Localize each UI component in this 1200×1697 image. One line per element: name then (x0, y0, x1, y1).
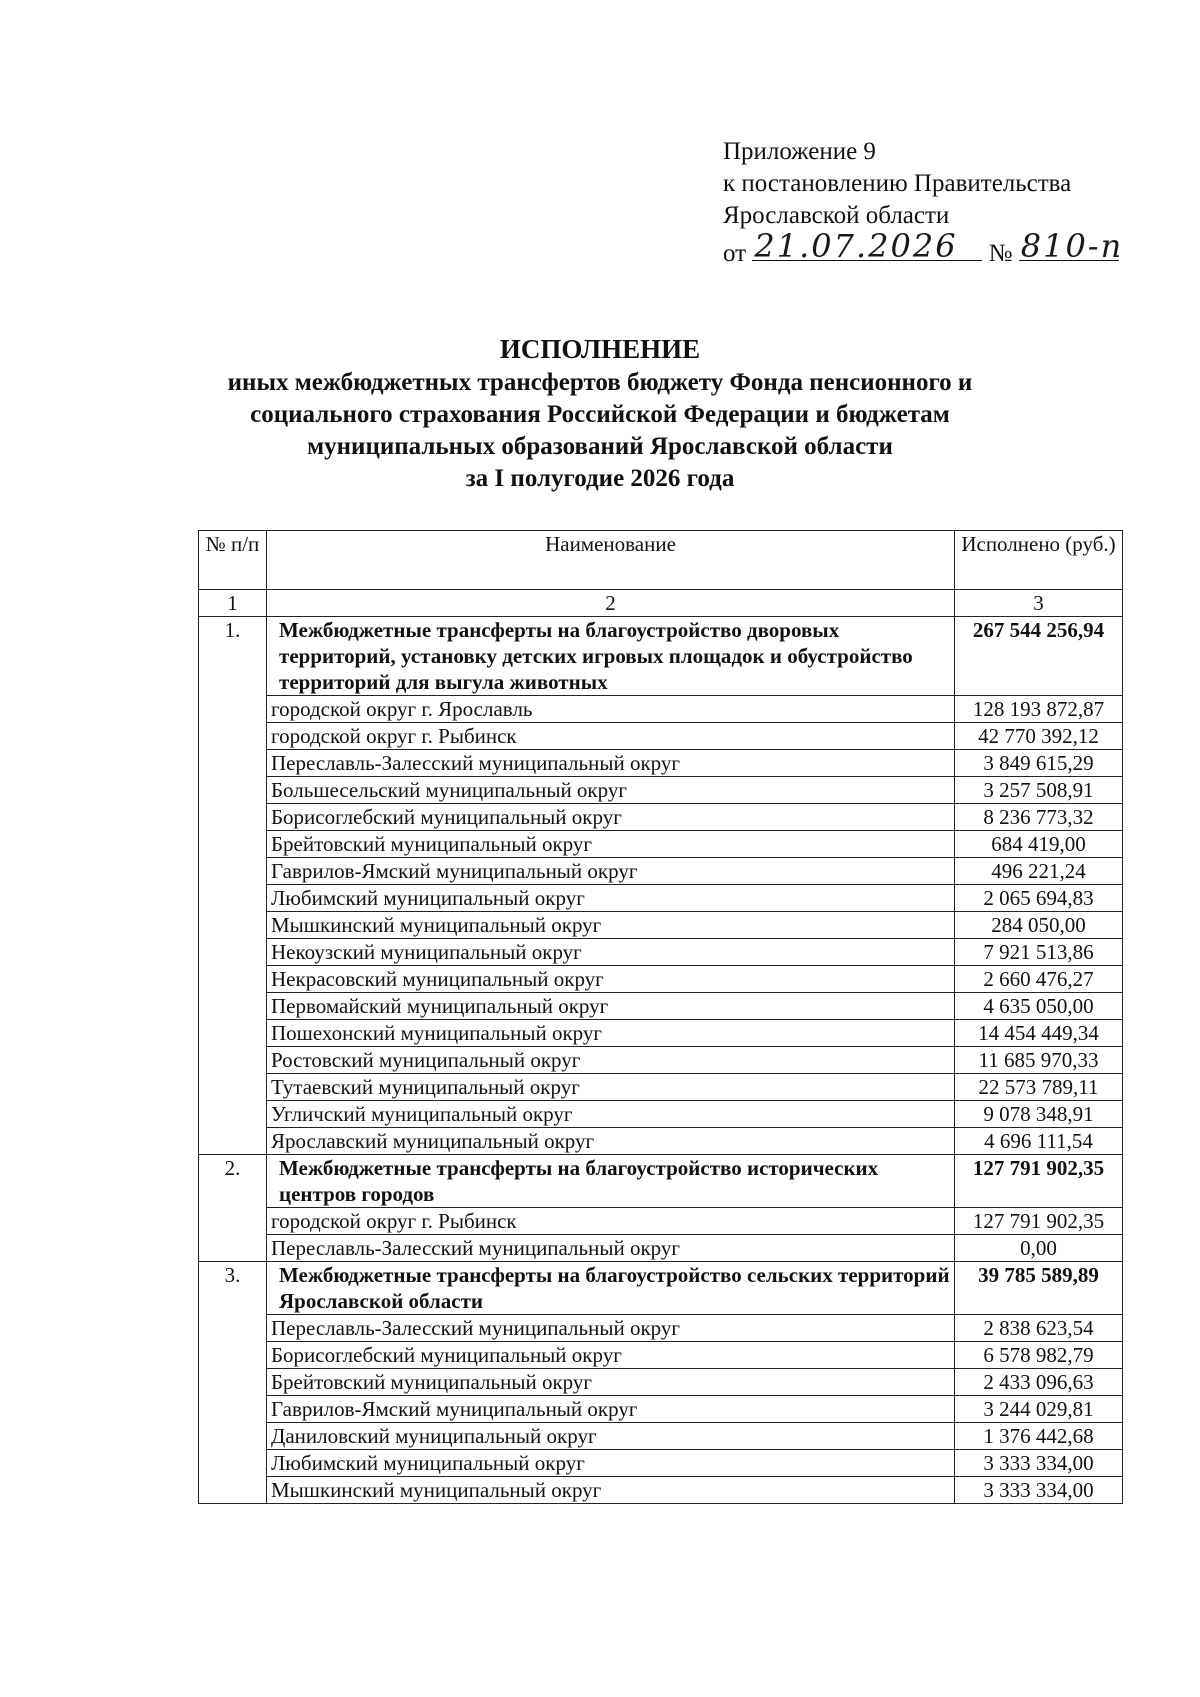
appendix-title: Приложение 9 (723, 138, 876, 165)
municipality-amount: 4 635 050,00 (955, 993, 1123, 1020)
municipality-amount: 4 696 111,54 (955, 1128, 1123, 1155)
municipality-amount: 8 236 773,32 (955, 804, 1123, 831)
municipality-name: Даниловский муниципальный округ (267, 1423, 955, 1450)
table-row (199, 1477, 1123, 1504)
municipality-name: Переславль-Залесский муниципальный округ (267, 1235, 955, 1262)
municipality-name: Ростовский муниципальный округ (267, 1047, 955, 1074)
municipality-amount: 2 660 476,27 (955, 966, 1123, 993)
table-row (199, 1074, 1123, 1101)
table-row (199, 939, 1123, 966)
municipality-amount: 3 333 334,00 (955, 1450, 1123, 1477)
municipality-amount: 22 573 789,11 (955, 1074, 1123, 1101)
table-body (199, 617, 1123, 1504)
municipality-amount: 11 685 970,33 (955, 1047, 1123, 1074)
municipality-amount: 2 838 623,54 (955, 1315, 1123, 1342)
column-header-number: № п/п (199, 531, 267, 590)
table-row (199, 993, 1123, 1020)
table-row (199, 1020, 1123, 1047)
transfers-table (198, 530, 1123, 1504)
municipality-amount: 14 454 449,34 (955, 1020, 1123, 1047)
municipality-amount: 128 193 872,87 (955, 696, 1123, 723)
table-row (199, 966, 1123, 993)
handwritten-number: 810-п (1020, 227, 1124, 265)
table-row (199, 1342, 1123, 1369)
handwritten-date: 21.07.2026 (754, 227, 958, 265)
municipality-name: Брейтовский муниципальный округ (267, 831, 955, 858)
table-row (199, 1047, 1123, 1074)
municipality-name: Некрасовский муниципальный округ (267, 966, 955, 993)
section-number: 2. (199, 1155, 267, 1262)
municipality-name: Любимский муниципальный округ (267, 885, 955, 912)
appendix-date-line (723, 227, 1124, 270)
table-row (199, 777, 1123, 804)
document-title (0, 333, 1200, 495)
table-section-row (199, 1155, 1123, 1208)
table-section-row (199, 617, 1123, 696)
table-row (199, 1369, 1123, 1396)
municipality-name: Некоузский муниципальный округ (267, 939, 955, 966)
municipality-amount: 3 849 615,29 (955, 750, 1123, 777)
column-numbers-row (199, 590, 1123, 617)
table-row (199, 1208, 1123, 1235)
municipality-name: Гаврилов-Ямский муниципальный округ (267, 858, 955, 885)
municipality-name: Большесельский муниципальный округ (267, 777, 955, 804)
column-header-name: Наименование (267, 531, 955, 590)
date-field (752, 227, 982, 265)
table-row (199, 1128, 1123, 1155)
column-number-1: 1 (199, 590, 267, 617)
section-total: 267 544 256,94 (955, 617, 1123, 696)
municipality-name: Тутаевский муниципальный округ (267, 1074, 955, 1101)
municipality-name: Переславль-Залесский муниципальный округ (267, 750, 955, 777)
municipality-name: Борисоглебский муниципальный округ (267, 804, 955, 831)
municipality-name: Пошехонский муниципальный округ (267, 1020, 955, 1047)
column-header-amount: Исполнено (руб.) (955, 531, 1123, 590)
column-number-3: 3 (955, 590, 1123, 617)
table-row (199, 858, 1123, 885)
municipality-amount: 284 050,00 (955, 912, 1123, 939)
table-row (199, 1423, 1123, 1450)
municipality-name: Ярославский муниципальный округ (267, 1128, 955, 1155)
municipality-name: Угличский муниципальный округ (267, 1101, 955, 1128)
table-row (199, 1101, 1123, 1128)
title-main: ИСПОЛНЕНИЕ (499, 334, 701, 364)
table-section-row (199, 1262, 1123, 1315)
table-header-row (199, 531, 1123, 590)
municipality-amount: 2 065 694,83 (955, 885, 1123, 912)
municipality-name: Переславль-Залесский муниципальный округ (267, 1315, 955, 1342)
table-row (199, 750, 1123, 777)
municipality-amount: 3 333 334,00 (955, 1477, 1123, 1504)
number-label: № (988, 240, 1013, 267)
municipality-amount: 7 921 513,86 (955, 939, 1123, 966)
from-label: от (723, 240, 747, 267)
municipality-name: Гаврилов-Ямский муниципальный округ (267, 1396, 955, 1423)
section-name: Межбюджетные трансферты на благоустройство дворовых территорий, установку детских игровых площадок и обустройство территорий для выгула животных (267, 617, 955, 696)
municipality-amount: 3 257 508,91 (955, 777, 1123, 804)
municipality-amount: 2 433 096,63 (955, 1369, 1123, 1396)
title-line-1: иных межбюджетных трансфертов бюджету Фонда пенсионного и (227, 369, 973, 396)
table-row (199, 1396, 1123, 1423)
municipality-amount: 0,00 (955, 1235, 1123, 1262)
column-number-2: 2 (267, 590, 955, 617)
municipality-amount: 42 770 392,12 (955, 723, 1123, 750)
table-row (199, 1235, 1123, 1262)
table-row (199, 804, 1123, 831)
table-row (199, 1315, 1123, 1342)
section-total: 39 785 589,89 (955, 1262, 1123, 1315)
appendix-header (723, 136, 1124, 270)
municipality-name: Мышкинский муниципальный округ (267, 1477, 955, 1504)
table-row (199, 885, 1123, 912)
municipality-amount: 6 578 982,79 (955, 1342, 1123, 1369)
municipality-name: городской округ г. Ярославль (267, 696, 955, 723)
municipality-name: Брейтовский муниципальный округ (267, 1369, 955, 1396)
appendix-region: Ярославской области (723, 202, 950, 229)
title-line-2: социального страхования Российской Федерации и бюджетам (250, 401, 950, 428)
municipality-name: Борисоглебский муниципальный округ (267, 1342, 955, 1369)
table-row (199, 696, 1123, 723)
section-name: Межбюджетные трансферты на благоустройство исторических центров городов (267, 1155, 955, 1208)
municipality-amount: 3 244 029,81 (955, 1396, 1123, 1423)
appendix-subtitle: к постановлению Правительства (723, 170, 1072, 197)
municipality-name: Любимский муниципальный округ (267, 1450, 955, 1477)
title-line-4: за I полугодие 2026 года (465, 465, 735, 492)
section-name: Межбюджетные трансферты на благоустройство сельских территорий Ярославской области (267, 1262, 955, 1315)
municipality-name: Первомайский муниципальный округ (267, 993, 955, 1020)
section-number: 1. (199, 617, 267, 1155)
municipality-amount: 127 791 902,35 (955, 1208, 1123, 1235)
table-row (199, 912, 1123, 939)
municipality-amount: 496 221,24 (955, 858, 1123, 885)
municipality-name: городской округ г. Рыбинск (267, 723, 955, 750)
municipality-amount: 1 376 442,68 (955, 1423, 1123, 1450)
municipality-amount: 9 078 348,91 (955, 1101, 1123, 1128)
number-field (1019, 227, 1124, 265)
table-row (199, 831, 1123, 858)
section-number: 3. (199, 1262, 267, 1504)
municipality-name: городской округ г. Рыбинск (267, 1208, 955, 1235)
municipality-amount: 684 419,00 (955, 831, 1123, 858)
table-row (199, 1450, 1123, 1477)
municipality-name: Мышкинский муниципальный округ (267, 912, 955, 939)
table-row (199, 723, 1123, 750)
title-line-3: муниципальных образований Ярославской области (307, 433, 893, 460)
section-total: 127 791 902,35 (955, 1155, 1123, 1208)
